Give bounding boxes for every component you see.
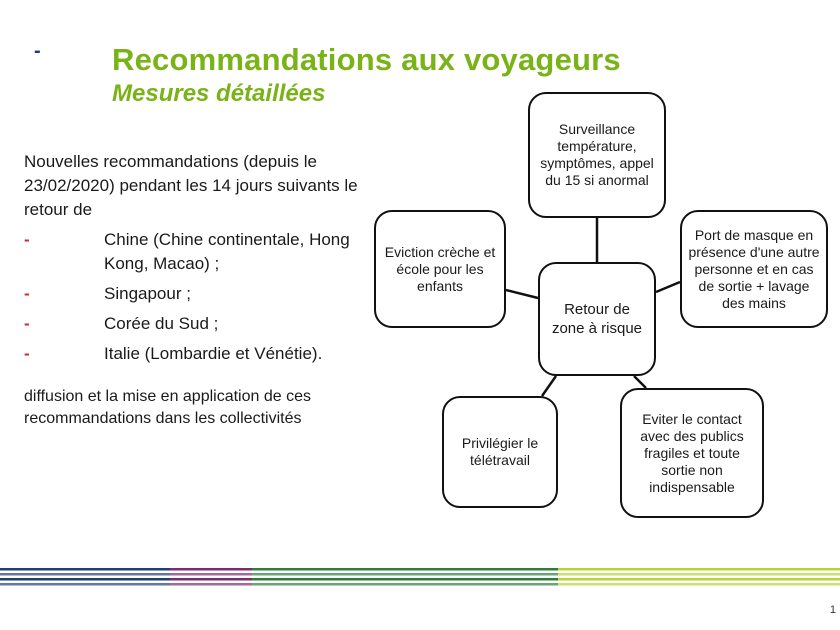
- connector-right: [656, 282, 680, 292]
- list-item-text: Singapour ;: [104, 284, 191, 303]
- footer-stripe: [0, 573, 170, 576]
- slide-subtitle: Mesures détaillées: [112, 80, 326, 107]
- footer-stripe: [252, 578, 558, 581]
- footer-stripe: [170, 578, 252, 581]
- list-item-text: Chine (Chine continentale, Hong Kong, Macao) ;: [104, 230, 350, 273]
- node-eviction-label: Eviction crèche et école pour les enfants: [384, 243, 496, 294]
- footer-stripe: [252, 583, 558, 586]
- footer-stripe: [0, 583, 170, 586]
- node-surveillance: [528, 92, 666, 218]
- node-teletravail-label: Privilégier le télétravail: [461, 435, 539, 468]
- page-number: 1: [829, 604, 836, 616]
- bullet-dash: -: [24, 344, 30, 363]
- footer-stripe: [170, 583, 252, 586]
- list-item-text: Corée du Sud ;: [104, 314, 219, 333]
- node-contact: [620, 388, 764, 518]
- connector-bottom-right: [634, 376, 646, 388]
- footer-stripe: [0, 568, 170, 571]
- footer-stripe: [558, 578, 840, 581]
- footer-stripe: [170, 573, 252, 576]
- node-center-label: Retour de zone à risque: [551, 301, 643, 337]
- footer-stripes: [0, 568, 840, 588]
- footer-stripe: [0, 578, 170, 581]
- bullet-dash: -: [24, 230, 30, 249]
- bullet-dash: -: [24, 284, 30, 303]
- bullet-dash: -: [24, 314, 30, 333]
- intro-text: Nouvelles recommandations (depuis le 23/02/2020) pendant les 14 jours suivants le retour de: [24, 152, 358, 219]
- list-item-text: Italie (Lombardie et Vénétie).: [104, 344, 323, 363]
- footer-stripe: [558, 573, 840, 576]
- footer-stripe: [252, 573, 558, 576]
- slide-title: Recommandations aux voyageurs: [112, 42, 621, 77]
- connector-left: [506, 290, 538, 298]
- footer-stripe: [558, 568, 840, 571]
- node-eviction: [374, 210, 506, 328]
- node-center: [538, 262, 656, 376]
- node-masque: [680, 210, 828, 328]
- connector-bottom-left: [542, 376, 556, 396]
- corner-mark: -: [34, 40, 41, 62]
- node-masque-label: Port de masque en présence d'une autre personne et en cas de sortie + lavage des mains: [688, 226, 820, 311]
- footer-stripe: [170, 568, 252, 571]
- outro-text: diffusion et la mise en application de ces recommandations dans les collectivités: [24, 388, 311, 427]
- footer-stripe: [252, 568, 558, 571]
- node-surveillance-label: Surveillance température, symptômes, appel du 15 si anormal: [540, 121, 654, 188]
- node-teletravail: [442, 396, 558, 508]
- footer-stripe: [558, 583, 840, 586]
- node-contact-label: Eviter le contact avec des publics fragiles et toute sortie non indispensable: [640, 410, 744, 495]
